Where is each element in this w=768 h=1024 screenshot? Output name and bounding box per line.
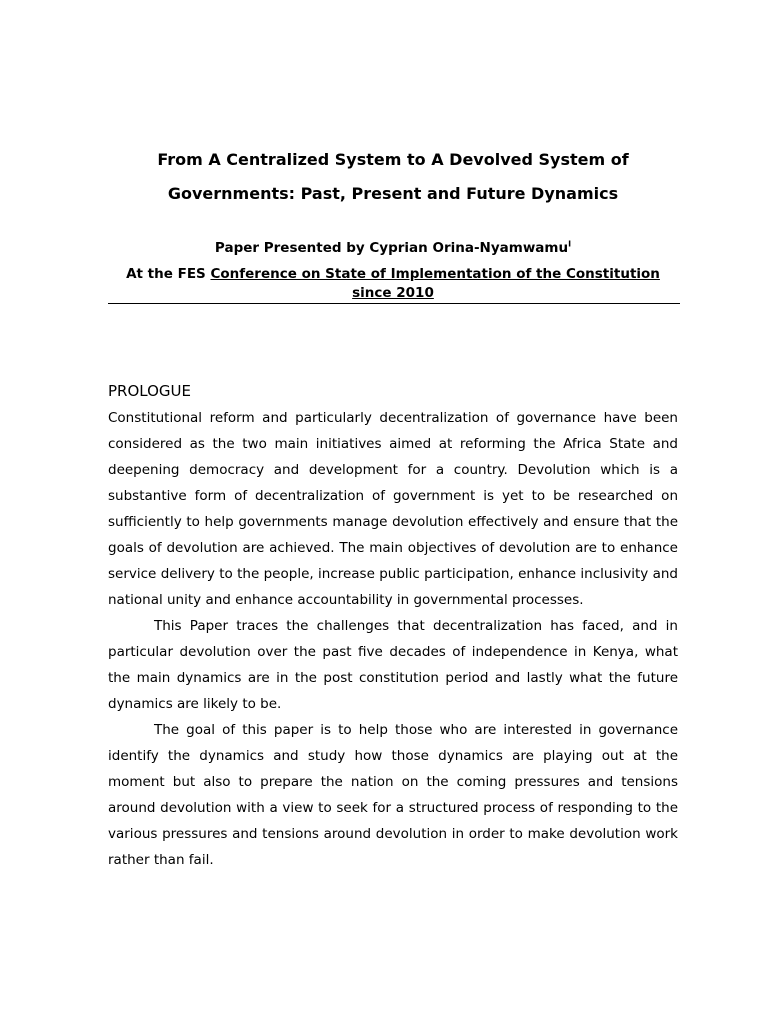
conference-venue bbox=[108, 265, 678, 303]
paragraph-3: The goal of this paper is to help those who are interested in governance identify the dynamics and study how those dynamics are playing out at the moment but also to prepare the nation on the coming pressures and tensions around devolution with a view to seek for a structured process of responding to the various pressures and tensions around devolution in order to make devolution work rather than fail. bbox=[108, 722, 678, 868]
paragraph-2: This Paper traces the challenges that decentralization has faced, and in particular devolution over the past five decades of independence in Kenya, what the main dynamics are in the post constitution period and lastly what the future dynamics are likely to be. bbox=[108, 618, 678, 712]
author-byline-text: Paper Presented by Cyprian Orina-Nyamwamu bbox=[214, 240, 569, 256]
section-heading: PROLOGUE bbox=[108, 382, 191, 400]
venue-prefix: At the FES bbox=[126, 266, 211, 282]
section-body bbox=[108, 405, 678, 873]
footnote-marker[interactable]: I bbox=[568, 239, 572, 249]
header-divider bbox=[108, 303, 680, 304]
paper-title-line-2: Governments: Past, Present and Future Dynamics bbox=[167, 184, 619, 203]
author-byline bbox=[108, 239, 678, 257]
conference-name: Conference on State of Implementation of the Constitution since 2010 bbox=[210, 266, 660, 301]
paper-title-line-1: From A Centralized System to A Devolved System of bbox=[157, 150, 629, 169]
paper-title bbox=[108, 143, 678, 211]
paragraph-1: Constitutional reform and particularly decentralization of governance have been considered as the two main initiatives aimed at reforming the Africa State and deepening democracy and development for a country. Devolution which is a substantive form of decentralization of government is yet to be researched on sufficiently to help governments manage devolution effectively and ensure that the goals of devolution are achieved. The main objectives of devolution are to enhance service delivery to the people, increase public participation, enhance inclusivity and national unity and enhance accountability in governmental processes. bbox=[108, 410, 678, 608]
